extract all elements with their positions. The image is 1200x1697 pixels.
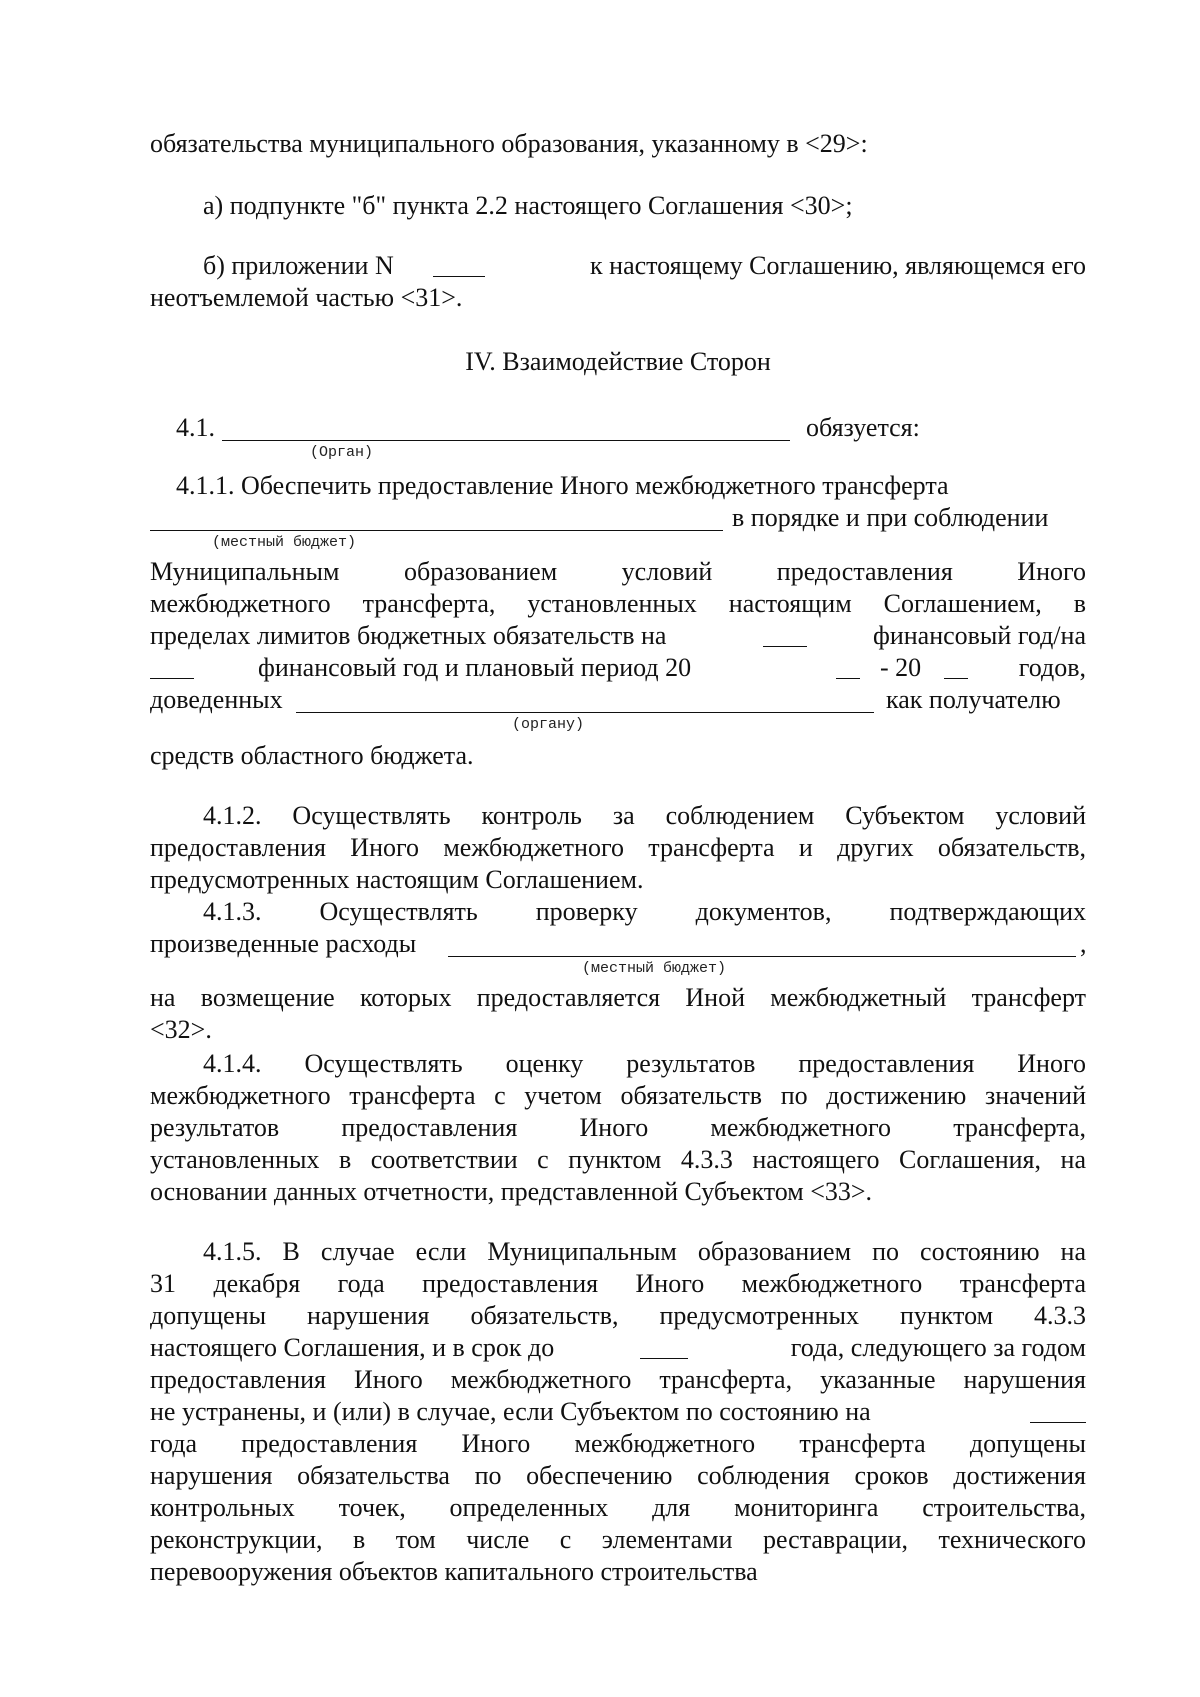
text-fragment: финансовый год/на	[872, 621, 1086, 650]
text-line: 4.1.5. В случае если Муниципальным образованием по состоянию на	[203, 1237, 1086, 1266]
blank-field-local-budget	[448, 955, 1076, 957]
blank-field-organ	[222, 439, 790, 441]
text-line: межбюджетного трансферта, установленных настоящим Соглашением, в	[150, 589, 1086, 618]
text-fragment: финансовый год и плановый период 20	[258, 653, 692, 682]
text-line: <32>.	[150, 1015, 212, 1044]
text-line: неотъемлемой частью <31>.	[150, 283, 463, 312]
text-fragment: годов,	[1018, 653, 1086, 682]
text-fragment: доведенных	[150, 685, 283, 714]
text-fragment: года, следующего за годом	[790, 1333, 1086, 1362]
text-line: средств областного бюджета.	[150, 741, 474, 770]
text-line: предоставления Иного межбюджетного трансферта и других обязательств,	[150, 833, 1086, 862]
text-line: основании данных отчетности, представленной Субъектом <33>.	[150, 1177, 873, 1206]
text-line: года предоставления Иного межбюджетного трансферта допущены	[150, 1429, 1086, 1458]
text-line: предусмотренных настоящим Соглашением.	[150, 865, 644, 894]
text-line: а) подпункте "б" пункта 2.2 настоящего Соглашения <30>;	[203, 191, 853, 220]
text-line: 4.1.1. Обеспечить предоставление Иного межбюджетного трансферта	[176, 471, 949, 500]
blank-field	[763, 645, 807, 647]
blank-field	[150, 677, 194, 679]
blank-field	[1030, 1421, 1086, 1423]
clause-number: 4.1.	[176, 413, 215, 442]
text-line: 31 декабря года предоставления Иного межбюджетного трансферта	[150, 1269, 1086, 1298]
text-line: 4.1.2. Осуществлять контроль за соблюдением Субъектом условий	[203, 801, 1086, 830]
text-line: перевооружения объектов капитального строительства	[150, 1557, 758, 1586]
text-fragment: в порядке и при соблюдении	[732, 503, 1049, 532]
text-line: обязательства муниципального образования, указанному в <29>:	[150, 129, 868, 158]
text-fragment: б) приложении N	[203, 251, 394, 280]
field-hint: (Орган)	[310, 444, 374, 461]
field-hint: (местный бюджет)	[582, 960, 727, 977]
text-fragment: как получателю	[886, 685, 1061, 714]
text-line: 4.1.3. Осуществлять проверку документов, подтверждающих	[203, 897, 1086, 926]
blank-field	[433, 275, 485, 277]
text-line: допущены нарушения обязательств, предусмотренных пунктом 4.3.3	[150, 1301, 1086, 1330]
text-fragment: настоящего Соглашения, и в срок до	[150, 1333, 555, 1362]
text-line: предоставления Иного межбюджетного трансферта, указанные нарушения	[150, 1365, 1086, 1394]
blank-field-local-budget	[150, 529, 723, 531]
text-line: нарушения обязательства по обеспечению соблюдения сроков достижения	[150, 1461, 1086, 1490]
blank-field	[944, 677, 968, 679]
text-fragment: ,	[1080, 929, 1087, 958]
blank-field	[640, 1357, 688, 1359]
text-line: реконструкции, в том числе с элементами реставрации, технического	[150, 1525, 1086, 1554]
text-line: установленных в соответствии с пунктом 4.3.3 настоящего Соглашения, на	[150, 1145, 1086, 1174]
text-fragment: к настоящему Соглашению, являющемся его	[590, 251, 1086, 280]
text-line: на возмещение которых предоставляется Иной межбюджетный трансферт	[150, 983, 1086, 1012]
field-hint: (органу)	[512, 716, 585, 733]
text-line: результатов предоставления Иного межбюджетного трансферта,	[150, 1113, 1086, 1142]
text-fragment: пределах лимитов бюджетных обязательств на	[150, 621, 667, 650]
text-line: Муниципальным образованием условий предоставления Иного	[150, 557, 1086, 586]
text-fragment: - 20	[880, 653, 922, 682]
section-title: IV. Взаимодействие Сторон	[465, 347, 771, 376]
field-hint: (местный бюджет)	[212, 534, 357, 551]
text-line: контрольных точек, определенных для мониторинга строительства,	[150, 1493, 1086, 1522]
text-fragment: обязуется:	[806, 413, 920, 442]
text-fragment: произведенные расходы	[150, 929, 417, 958]
blank-field-organu	[296, 711, 874, 713]
text-fragment: не устранены, и (или) в случае, если Субъектом по состоянию на	[150, 1397, 871, 1426]
text-line: 4.1.4. Осуществлять оценку результатов предоставления Иного	[203, 1049, 1086, 1078]
text-line: межбюджетного трансферта с учетом обязательств по достижению значений	[150, 1081, 1086, 1110]
blank-field	[836, 677, 860, 679]
